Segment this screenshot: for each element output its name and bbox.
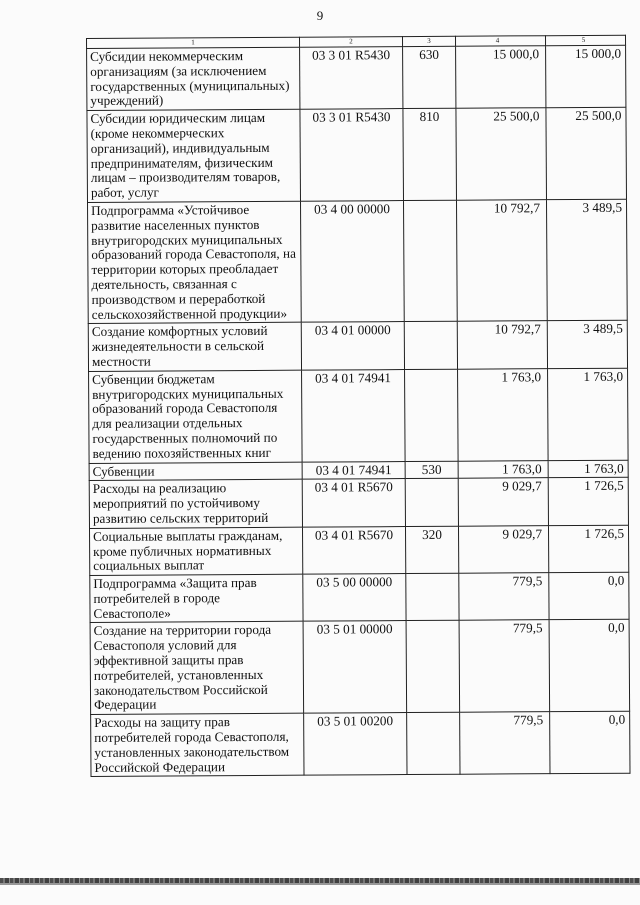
row-code: 03 4 01 R5670 xyxy=(302,526,405,574)
row-code: 03 5 00 00000 xyxy=(303,574,406,622)
row-name: Субвенции бюджетам внутригородских муниципальных образований города Севастополя для реализации отдельных государственных полномочий по ведению похозяйственных книг xyxy=(89,370,303,463)
row-name: Социальные выплаты гражданам, кроме публичных нормативных социальных выплат xyxy=(89,527,302,576)
row-name: Подпрограмма «Защита прав потребителей в городе Севастополе» xyxy=(90,574,303,623)
row-sum-1: 1 763,0 xyxy=(458,460,548,478)
row-name: Субвенции xyxy=(89,462,302,481)
row-name: Субсидии юридическим лицам (кроме некоммерческих организаций), индивидуальным предпринимателям, физическим лицам – производителям товаров, работ, услуг xyxy=(87,109,301,202)
header-col-3: 3 xyxy=(402,36,455,46)
row-type xyxy=(405,369,459,461)
row-type xyxy=(404,322,457,370)
row-code: 03 4 01 74941 xyxy=(302,369,406,461)
row-sum-1: 1 763,0 xyxy=(458,368,549,460)
row-type xyxy=(406,573,459,621)
row-code: 03 4 01 R5670 xyxy=(302,479,405,527)
budget-table xyxy=(86,35,631,778)
row-sum-1: 779,5 xyxy=(459,573,549,621)
row-code: 03 5 01 00200 xyxy=(304,713,407,776)
table-row xyxy=(89,478,628,529)
table-row xyxy=(89,525,628,576)
row-sum-1: 25 500,0 xyxy=(456,108,547,200)
table-row xyxy=(87,107,627,202)
row-sum-2: 3 489,5 xyxy=(547,321,627,369)
row-sum-2: 1 763,0 xyxy=(548,368,629,460)
row-sum-2: 0,0 xyxy=(549,572,629,620)
row-type xyxy=(403,200,457,322)
row-type xyxy=(406,621,460,713)
row-type xyxy=(407,712,460,775)
row-sum-1: 9 029,7 xyxy=(458,525,548,573)
row-name: Расходы на реализацию мероприятий по устойчивому развитию сельских территорий xyxy=(89,480,302,529)
table-row xyxy=(89,368,629,463)
row-type: 320 xyxy=(405,526,458,574)
row-code: 03 3 01 R5430 xyxy=(300,47,403,110)
table-row xyxy=(90,620,630,715)
header-col-5: 5 xyxy=(545,35,625,45)
row-sum-2: 1 726,5 xyxy=(548,525,628,573)
row-sum-1: 779,5 xyxy=(459,620,550,712)
row-name: Создание на территории города Севастополя условий для эффективной защиты прав потребителей, установленных законодательством Российской Федерации xyxy=(90,622,304,715)
row-sum-2: 25 500,0 xyxy=(546,107,627,199)
row-sum-2: 1 726,5 xyxy=(548,478,628,526)
header-col-4: 4 xyxy=(455,36,545,47)
row-sum-1: 779,5 xyxy=(460,712,550,775)
row-sum-2: 3 489,5 xyxy=(546,199,627,321)
row-code: 03 4 01 00000 xyxy=(301,322,404,370)
row-sum-1: 15 000,0 xyxy=(456,46,546,109)
table-row xyxy=(91,711,630,776)
row-name: Расходы на защиту прав потребителей города Севастополя, установленных законодательством Российской Федерации xyxy=(91,713,304,776)
row-code: 03 5 01 00000 xyxy=(303,621,407,713)
row-sum-2: 0,0 xyxy=(550,711,630,774)
row-type: 810 xyxy=(403,108,457,200)
header-col-2: 2 xyxy=(299,37,402,48)
row-sum-2: 15 000,0 xyxy=(546,45,626,108)
table-row xyxy=(90,572,629,623)
row-sum-1: 9 029,7 xyxy=(458,478,548,526)
row-type: 530 xyxy=(405,461,458,479)
row-sum-2: 1 763,0 xyxy=(548,460,628,478)
row-sum-2: 0,0 xyxy=(549,620,630,712)
row-sum-1: 10 792,7 xyxy=(457,321,547,369)
row-name: Создание комфортных условий жизнедеятельности в сельской местности xyxy=(88,323,301,372)
row-name: Подпрограмма «Устойчивое развитие населенных пунктов внутригородских муниципальных образований города Севастополя, на территории которых преобладает деятельность, связанная с производством и переработкой сельскохозяйственной продукции» xyxy=(88,201,302,324)
row-code: 03 3 01 R5430 xyxy=(300,109,404,201)
scan-artifact-line xyxy=(0,883,640,885)
page-number: 9 xyxy=(316,8,324,23)
row-code: 03 4 01 74941 xyxy=(302,461,405,479)
row-type xyxy=(405,479,458,527)
table-row xyxy=(88,199,628,324)
row-sum-1: 10 792,7 xyxy=(456,200,547,322)
row-code: 03 4 00 00000 xyxy=(301,201,405,323)
row-type: 630 xyxy=(403,46,456,109)
table-row xyxy=(87,45,626,110)
row-name: Субсидии некоммерческим организациям (за исключением государственных (муниципальных) учреждений) xyxy=(87,47,300,110)
header-col-1: 1 xyxy=(87,37,300,48)
table-row xyxy=(88,321,627,372)
